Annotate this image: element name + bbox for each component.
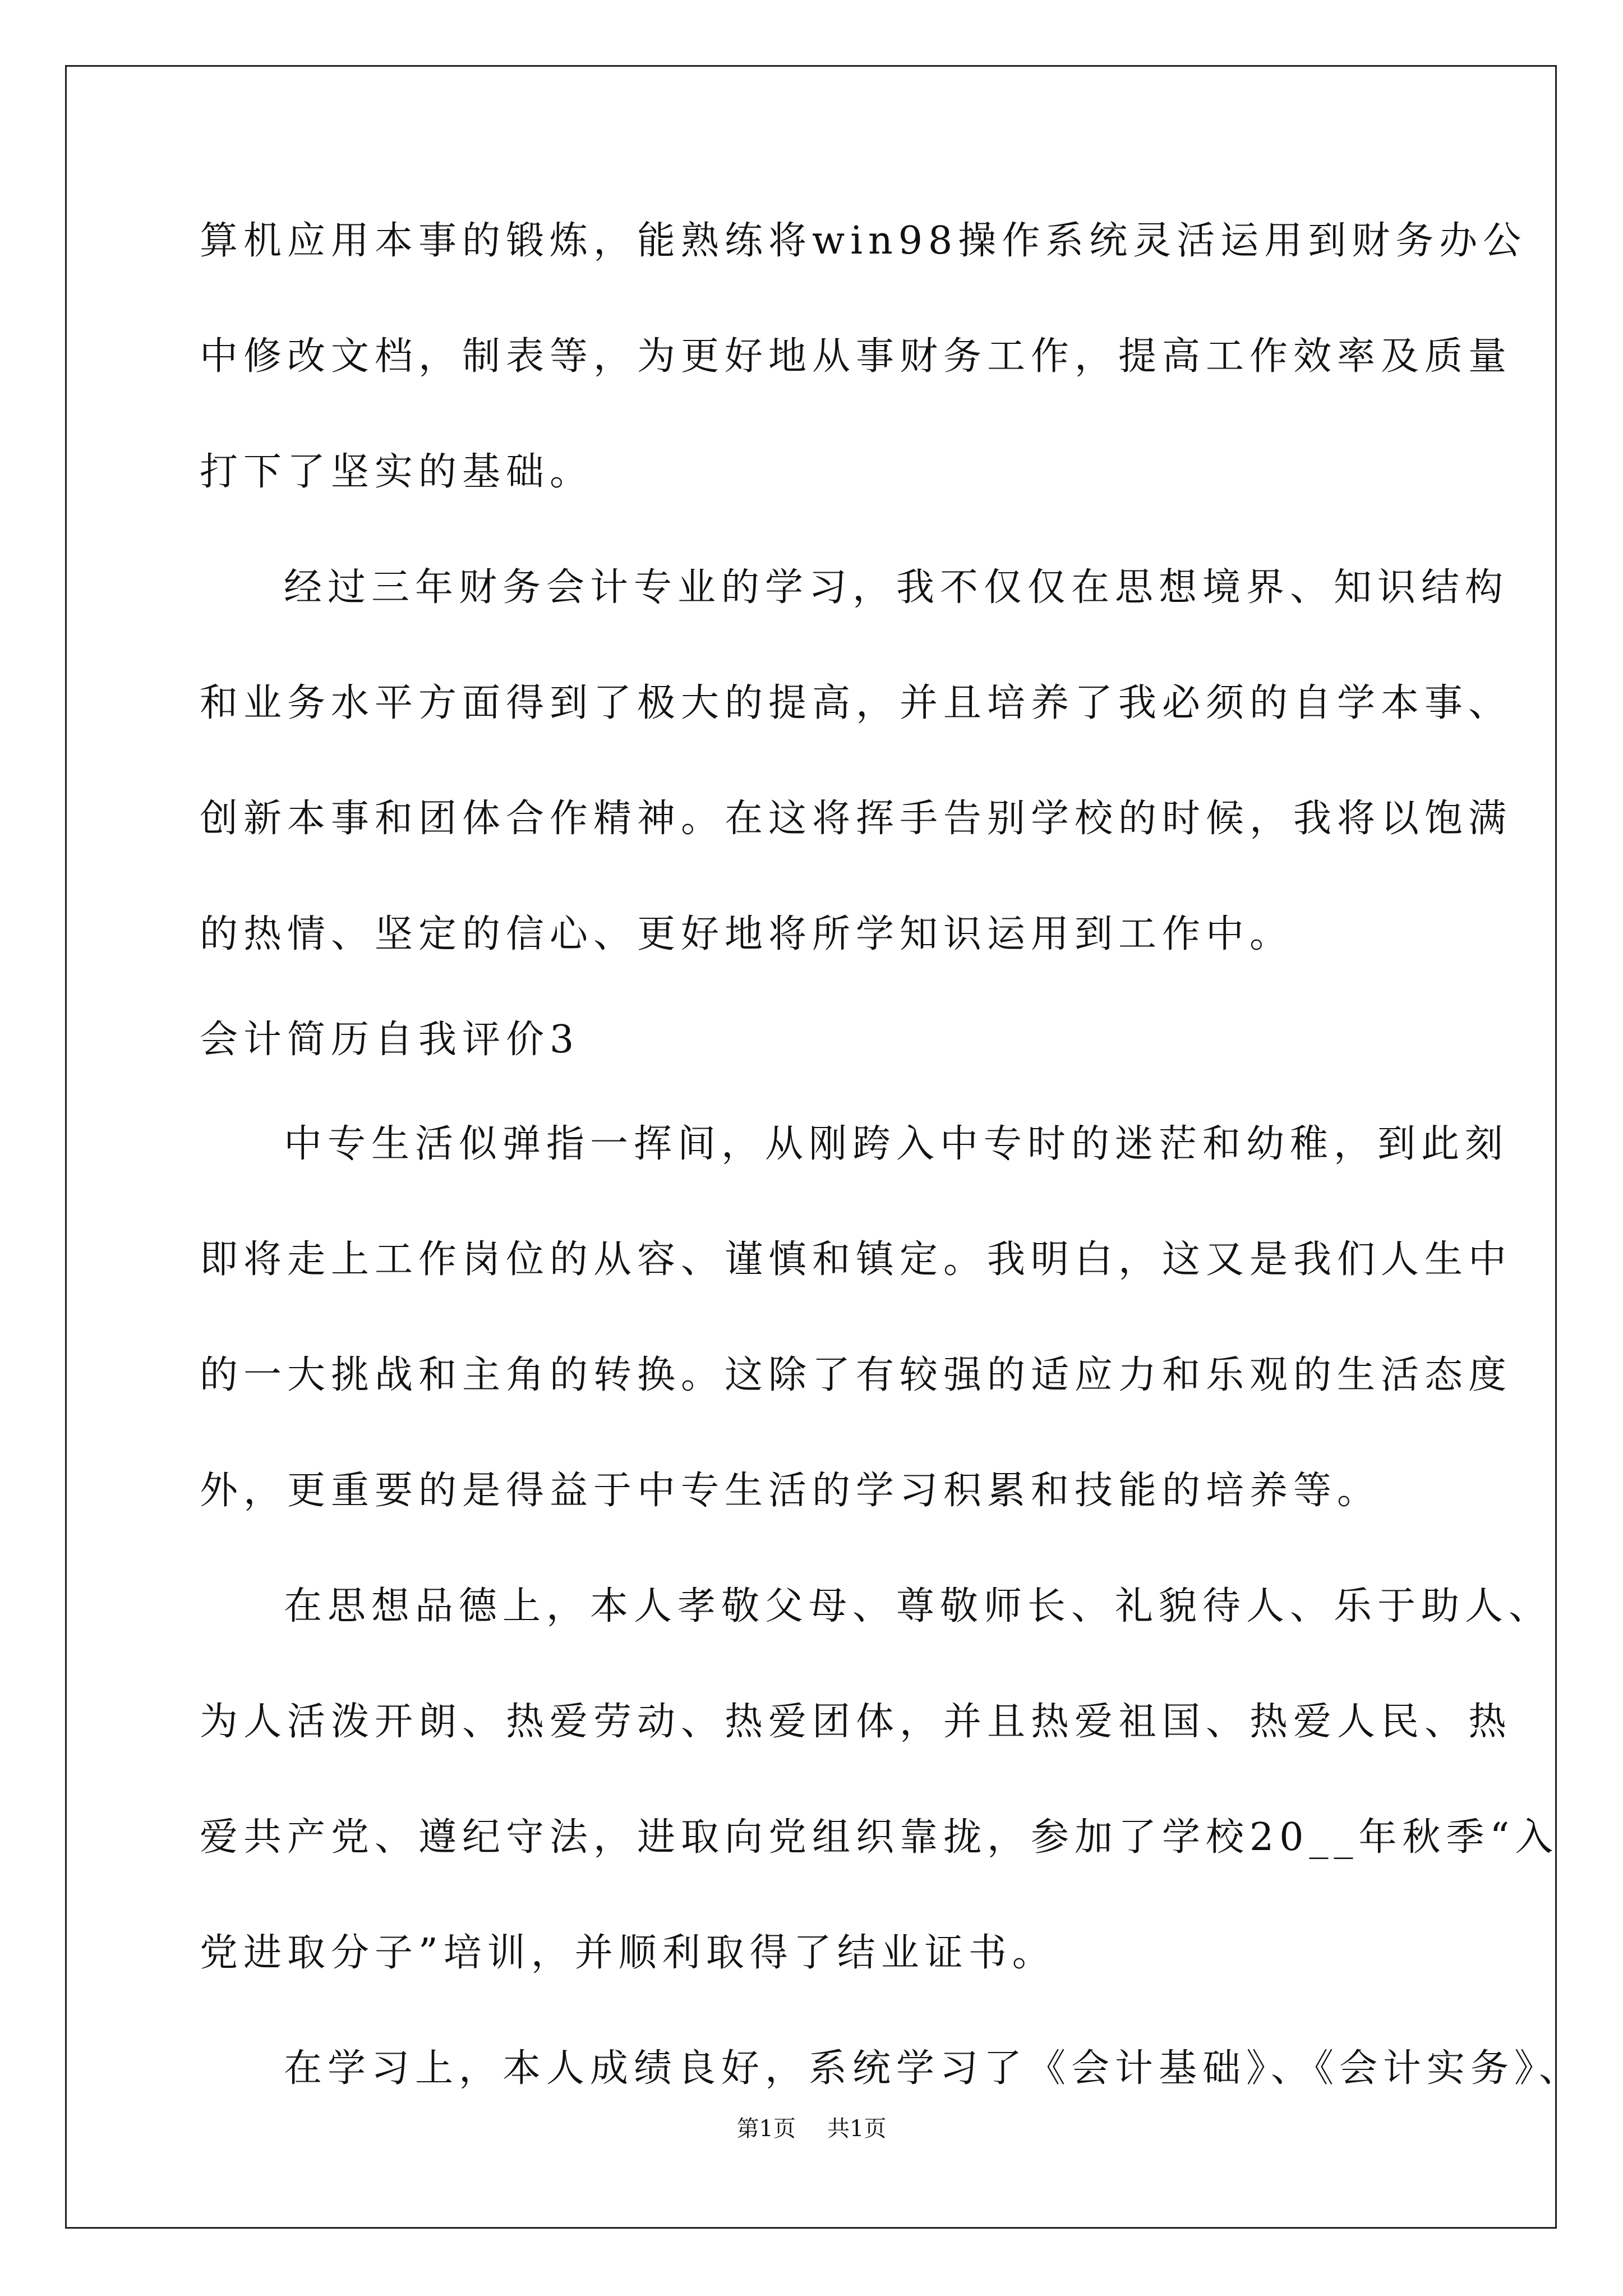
text-line: 和业务水平方面得到了极大的提高，并且培养了我必须的自学本事、: [200, 681, 1513, 725]
text-line: 即将走上工作岗位的从容、谨慎和镇定。我明白，这又是我们人生中: [200, 1237, 1513, 1282]
text-line: 算机应用本事的锻炼，能熟练将win98操作系统灵活运用到财务办公: [200, 219, 1527, 263]
text-line: 外，更重要的是得益于中专生活的学习积累和技能的培养等。: [200, 1469, 1381, 1513]
text-line: 创新本事和团体合作精神。在这将挥手告别学校的时候，我将以饱满: [200, 797, 1513, 841]
paragraph-start: 在思想品德上，本人孝敬父母、尊敬师长、礼貌待人、乐于助人、: [284, 1584, 1553, 1628]
text-line: 中修改文档，制表等，为更好地从事财务工作，提高工作效率及质量: [200, 334, 1513, 379]
text-line: 的一大挑战和主角的转换。这除了有较强的适应力和乐观的生活态度: [200, 1353, 1513, 1397]
paragraph-start: 在学习上，本人成绩良好，系统学习了《会计基础》、《会计实务》、: [284, 2046, 1583, 2091]
page-number: 第1页: [736, 2116, 796, 2142]
text-line: 党进取分子”培训，并顺利取得了结业证书。: [200, 1931, 1056, 1975]
text-line: 为人活泼开朗、热爱劳动、热爱团体，并且热爱祖国、热爱人民、热: [200, 1700, 1513, 1744]
page-footer: [0, 2115, 1623, 2143]
text-line: 的热情、坚定的信心、更好地将所学知识运用到工作中。: [200, 912, 1294, 956]
paragraph-start: 中专生活似弹指一挥间，从刚跨入中专时的迷茫和幼稚，到此刻: [284, 1122, 1509, 1166]
paragraph-start: 经过三年财务会计专业的学习，我不仅仅在思想境界、知识结构: [284, 565, 1509, 610]
section-heading: 会计简历自我评价3: [200, 1018, 580, 1062]
text-line: 打下了坚实的基础。: [200, 450, 594, 494]
page-total: 共1页: [827, 2116, 887, 2142]
text-line: 爱共产党、遵纪守法，进取向党组织靠拢，参加了学校20__年秋季“入: [200, 1815, 1559, 1860]
